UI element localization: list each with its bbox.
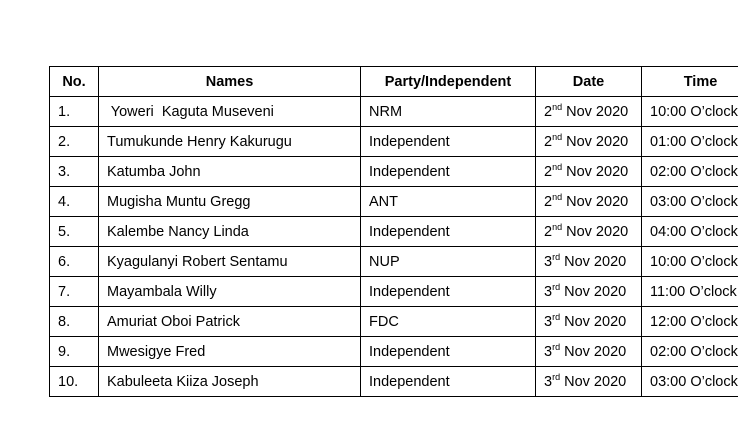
- nomination-time: 12:00 O’clock: [642, 307, 738, 337]
- header-no: No.: [50, 67, 99, 97]
- date-day: 3: [544, 373, 553, 390]
- date-ordinal-suffix: rd: [552, 281, 561, 292]
- nomination-time: 03:00 O’clock: [642, 187, 738, 217]
- header-row: [50, 67, 738, 97]
- header-names: Names: [99, 67, 361, 97]
- candidate-name: Mwesigye Fred: [99, 337, 361, 367]
- date-ordinal-suffix: rd: [552, 251, 561, 262]
- date-ordinal-suffix: nd: [552, 161, 563, 172]
- nomination-time: 02:00 O’clock: [642, 157, 738, 187]
- table-row: [50, 307, 738, 337]
- party-affiliation: Independent: [361, 217, 536, 247]
- party-affiliation: FDC: [361, 307, 536, 337]
- row-number: 10.: [50, 367, 99, 397]
- row-number: 7.: [50, 277, 99, 307]
- candidate-name: Katumba John: [99, 157, 361, 187]
- header-time: Time: [642, 67, 738, 97]
- date-ordinal-suffix: nd: [552, 131, 563, 142]
- candidate-name: Kabuleeta Kiiza Joseph: [99, 367, 361, 397]
- date-ordinal-suffix: nd: [552, 101, 563, 112]
- table-row: [50, 187, 738, 217]
- table-row: [50, 247, 738, 277]
- nomination-time: 10:00 O’clock: [642, 247, 738, 277]
- table-row: [50, 337, 738, 367]
- nomination-date: [536, 127, 642, 157]
- nomination-time: 10:00 O’clock: [642, 97, 738, 127]
- party-affiliation: Independent: [361, 337, 536, 367]
- row-number: 4.: [50, 187, 99, 217]
- date-day: 3: [544, 313, 553, 330]
- date-ordinal-suffix: nd: [552, 191, 563, 202]
- nomination-date: [536, 337, 642, 367]
- date-month-year: Nov 2020: [560, 373, 627, 390]
- header-party: Party/Independent: [361, 67, 536, 97]
- date-month-year: Nov 2020: [560, 343, 627, 360]
- party-affiliation: Independent: [361, 157, 536, 187]
- date-month-year: Nov 2020: [562, 223, 629, 240]
- date-day: 2: [544, 223, 553, 240]
- date-ordinal-suffix: nd: [552, 221, 563, 232]
- date-day: 2: [544, 163, 553, 180]
- nomination-date: [536, 157, 642, 187]
- nomination-time: 04:00 O’clock: [642, 217, 738, 247]
- party-affiliation: NRM: [361, 97, 536, 127]
- party-affiliation: Independent: [361, 367, 536, 397]
- date-day: 3: [544, 253, 553, 270]
- party-affiliation: Independent: [361, 127, 536, 157]
- date-day: 3: [544, 283, 553, 300]
- date-ordinal-suffix: rd: [552, 311, 561, 322]
- nomination-time: 02:00 O’clock: [642, 337, 738, 367]
- row-number: 1.: [50, 97, 99, 127]
- row-number: 5.: [50, 217, 99, 247]
- candidate-name: Kyagulanyi Robert Sentamu: [99, 247, 361, 277]
- nomination-date: [536, 307, 642, 337]
- date-month-year: Nov 2020: [562, 133, 629, 150]
- row-number: 3.: [50, 157, 99, 187]
- party-affiliation: Independent: [361, 277, 536, 307]
- nomination-time: 03:00 O’clock: [642, 367, 738, 397]
- date-day: 2: [544, 133, 553, 150]
- table-row: [50, 127, 738, 157]
- nomination-date: [536, 97, 642, 127]
- date-day: 2: [544, 103, 553, 120]
- row-number: 6.: [50, 247, 99, 277]
- party-affiliation: ANT: [361, 187, 536, 217]
- date-month-year: Nov 2020: [560, 313, 627, 330]
- table-row: [50, 157, 738, 187]
- party-affiliation: NUP: [361, 247, 536, 277]
- nomination-time: 11:00 O’clock: [642, 277, 738, 307]
- date-month-year: Nov 2020: [560, 283, 627, 300]
- row-number: 9.: [50, 337, 99, 367]
- date-day: 3: [544, 343, 553, 360]
- nomination-schedule-table: [49, 66, 738, 397]
- nomination-date: [536, 247, 642, 277]
- date-ordinal-suffix: rd: [552, 371, 561, 382]
- date-ordinal-suffix: rd: [552, 341, 561, 352]
- candidate-name: Yoweri Kaguta Museveni: [99, 97, 361, 127]
- date-month-year: Nov 2020: [562, 193, 629, 210]
- header-date: Date: [536, 67, 642, 97]
- nomination-time: 01:00 O’clock: [642, 127, 738, 157]
- date-month-year: Nov 2020: [560, 253, 627, 270]
- nomination-date: [536, 277, 642, 307]
- nomination-date: [536, 217, 642, 247]
- date-day: 2: [544, 193, 553, 210]
- nomination-date: [536, 187, 642, 217]
- row-number: 8.: [50, 307, 99, 337]
- table-row: [50, 277, 738, 307]
- candidate-name: Tumukunde Henry Kakurugu: [99, 127, 361, 157]
- table-row: [50, 97, 738, 127]
- candidate-name: Mayambala Willy: [99, 277, 361, 307]
- table-row: [50, 217, 738, 247]
- date-month-year: Nov 2020: [562, 163, 629, 180]
- date-month-year: Nov 2020: [562, 103, 629, 120]
- nomination-date: [536, 367, 642, 397]
- candidate-name: Kalembe Nancy Linda: [99, 217, 361, 247]
- candidate-name: Mugisha Muntu Gregg: [99, 187, 361, 217]
- candidate-name: Amuriat Oboi Patrick: [99, 307, 361, 337]
- table-row: [50, 367, 738, 397]
- row-number: 2.: [50, 127, 99, 157]
